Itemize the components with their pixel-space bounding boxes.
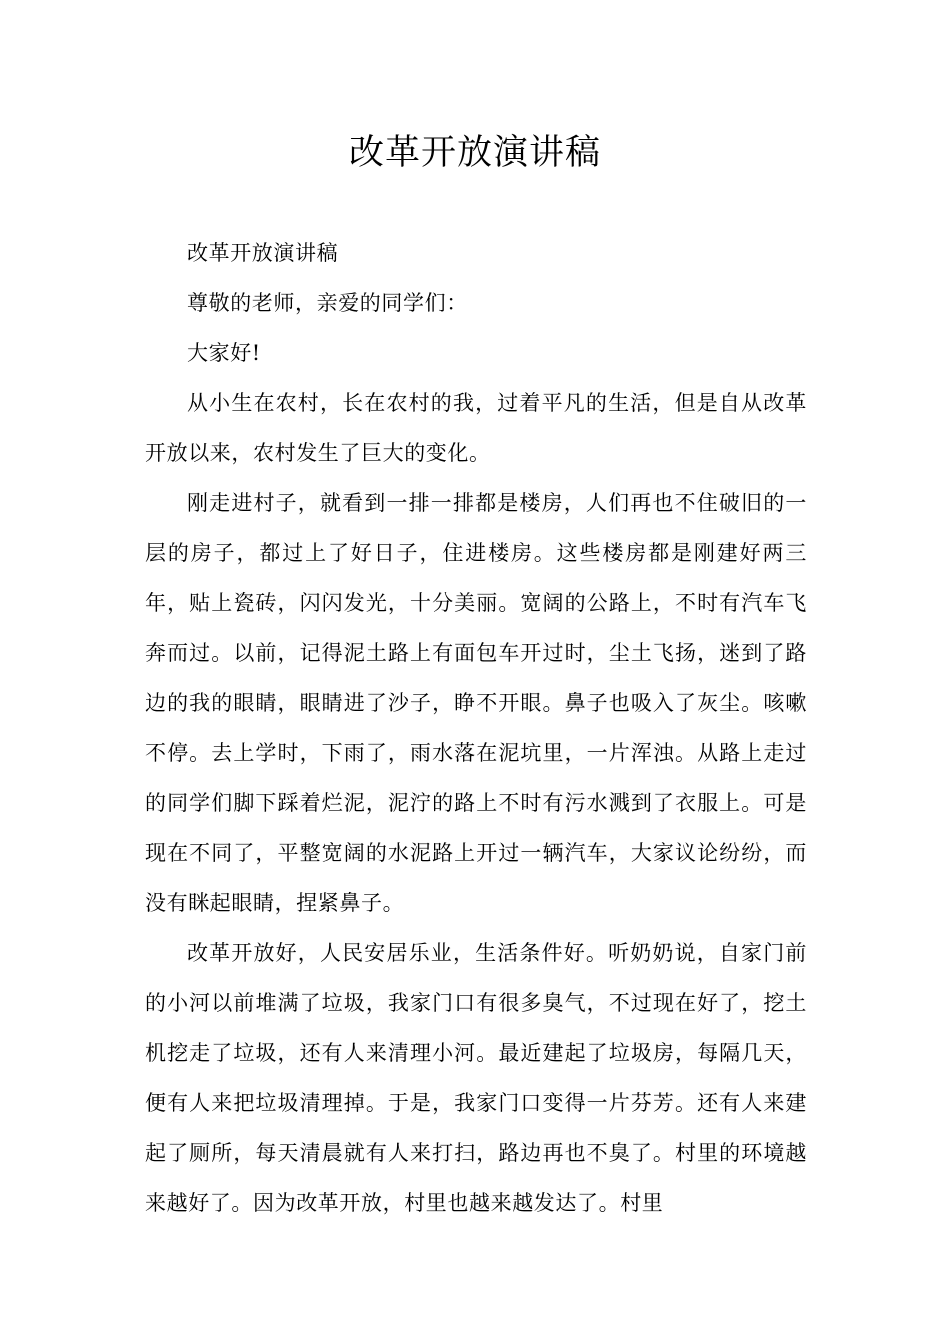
paragraph: 刚走进村子，就看到一排一排都是楼房，人们再也不住破旧的一层的房子，都过上了好日子，住进楼房。这些楼房都是刚建好两三年，贴上瓷砖，闪闪发光，十分美丽。宽阔的公路上，不时有汽车飞奔而过。以前，记得泥土路上有面包车开过时，尘土飞扬，迷到了路边的我的眼睛，眼睛进了沙子，睁不开眼。鼻子也吸入了灰尘。咳嗽不停。去上学时，下雨了，雨水落在泥坑里，一片浑浊。从路上走过的同学们脚下踩着烂泥，泥泞的路上不时有污水溅到了衣服上。可是现在不同了，平整宽阔的水泥路上开过一辆汽车，大家议论纷纷，而没有眯起眼睛，捏紧鼻子。 [145, 491, 807, 915]
paragraph: 改革开放好，人民安居乐业，生活条件好。听奶奶说，自家门前的小河以前堆满了垃圾，我家门口有很多臭气，不过现在好了，挖土机挖走了垃圾，还有人来清理小河。最近建起了垃圾房，每隔几天，便有人来把垃圾清理掉。于是，我家门口变得一片芬芳。还有人来建起了厕所，每天清晨就有人来打扫，路边再也不臭了。村里的环境越来越好了。因为改革开放，村里也越来越发达了。村里 [145, 941, 807, 1215]
document-title: 改革开放演讲稿 [348, 133, 601, 173]
paragraph-salutation: 尊敬的老师，亲爱的同学们： [187, 291, 468, 315]
document-body [145, 228, 807, 1228]
paragraph: 从小生在农村，长在农村的我，过着平凡的生活，但是自从改革开放以来，农村发生了巨大的变化。 [145, 391, 807, 465]
paragraph-greeting: 大家好! [187, 341, 261, 365]
paragraph-heading: 改革开放演讲稿 [187, 241, 339, 265]
